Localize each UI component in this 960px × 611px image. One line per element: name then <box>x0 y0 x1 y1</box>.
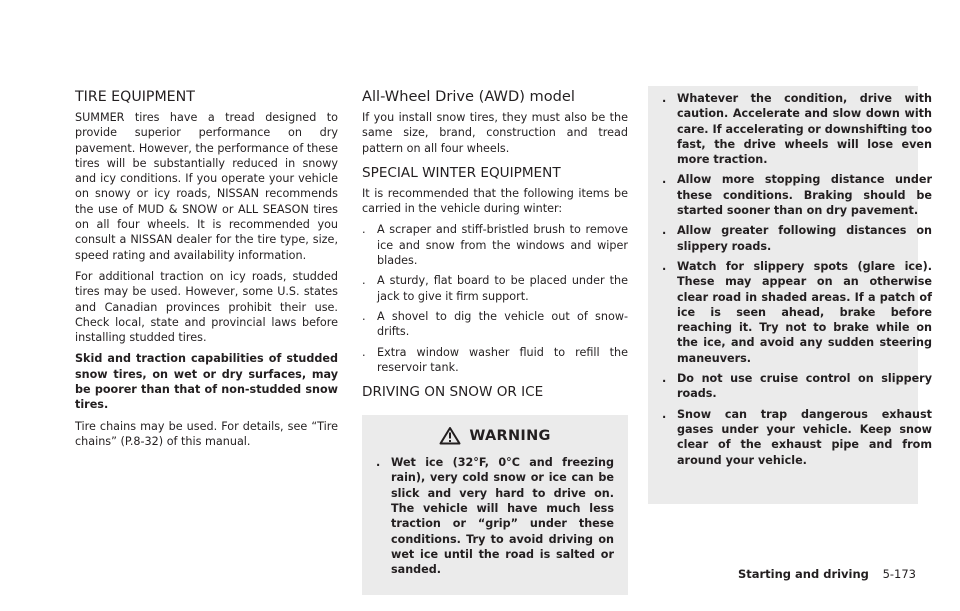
bullet: . <box>662 407 667 421</box>
paragraph-tire-chains: Tire chains may be used. For details, see “Tire chains” (P.8-32) of this manual. <box>75 419 338 448</box>
bullet: . <box>662 259 667 273</box>
list-item: . A sturdy, flat board to be placed under the jack to give it firm support. <box>362 274 628 303</box>
bullet: . <box>376 456 381 470</box>
list-item: . A scraper and stiff-bristled brush to remove ice and snow from the windows and wiper blades. <box>362 223 628 268</box>
winter-items-list <box>362 222 628 375</box>
bullet: . <box>362 345 366 359</box>
list-item: . Do not use cruise control on slippery roads. <box>662 372 932 401</box>
paragraph-skid-traction: Skid and traction capabilities of studded snow tires, on wet or dry surfaces, may be poorer than that of non-studded snow tires. <box>75 352 338 412</box>
driving-tips-list <box>662 91 932 468</box>
heading-special-winter-equipment: SPECIAL WINTER EQUIPMENT <box>362 164 561 181</box>
bullet: . <box>662 173 667 187</box>
warning-header <box>376 425 614 445</box>
column-tire-equipment <box>75 88 338 455</box>
column-awd-winter <box>362 88 628 595</box>
list-item: . Wet ice (32°F, 0°C and freezing rain), very cold snow or ice can be slick and very hard to drive on. The vehicle will have much less traction or “grip” under these conditions. Try to avoid driving on wet ice until the road is salted or sanded. <box>376 456 614 577</box>
list-item: . Extra window washer fluid to refill the reservoir tank. <box>362 345 628 374</box>
footer-section-title: Starting and driving <box>737 567 869 581</box>
bullet: . <box>362 223 366 237</box>
page-number: 5-173 <box>882 567 916 581</box>
heading-driving-snow-ice: DRIVING ON SNOW OR ICE <box>362 384 544 401</box>
page-footer <box>738 567 916 581</box>
paragraph-awd-snow-tires: If you install snow tires, they must also be the same size, brand, construction and tread pattern on all four wheels. <box>362 111 628 155</box>
list-item: . Allow greater following distances on slippery roads. <box>662 224 932 253</box>
bullet: . <box>662 224 667 238</box>
bullet: . <box>362 274 366 288</box>
warning-list <box>376 455 614 577</box>
warning-box <box>362 415 628 594</box>
list-item: . Watch for slippery spots (glare ice). These may appear on an otherwise clear road in shaded areas. If a patch of ice is seen ahead, brake before reaching it. Try not to brake while on the ice, and avoid any sudden steering maneuvers. <box>662 259 932 365</box>
column-driving-tips <box>662 91 932 473</box>
heading-tire-equipment: TIRE EQUIPMENT <box>75 89 195 105</box>
warning-title: WARNING <box>469 427 551 444</box>
bullet: . <box>662 372 667 386</box>
list-item: . A shovel to dig the vehicle out of snow-drifts. <box>362 309 628 339</box>
paragraph-studded-tires: For additional traction on icy roads, studded tires may be used. However, some U.S. states and Canadian provinces prohibit their use. Check local, state and provincial laws before installing studded tires. <box>75 269 338 345</box>
list-item: . Whatever the condition, drive with caution. Accelerate and slow down with care. If accelerating or downshifting too fast, the drive wheels will lose even more traction. <box>662 92 932 167</box>
list-item: . Allow more stopping distance under these conditions. Braking should be started sooner than on dry pavement. <box>662 173 932 218</box>
warning-triangle-icon <box>439 426 461 445</box>
heading-awd-model: All-Wheel Drive (AWD) model <box>362 88 575 105</box>
bullet: . <box>662 92 667 105</box>
list-item: . Snow can trap dangerous exhaust gases under your vehicle. Keep snow clear of the exhaust pipe and from around your vehicle. <box>662 407 932 467</box>
paragraph-summer-tires: SUMMER tires have a tread designed to provide superior performance on dry pavement. However, the performance of these tires will be substantially reduced in snowy and icy conditions. If you operate your vehicle on snowy or icy roads, NISSAN recommends the use of MUD & SNOW or ALL SEASON tires on all four wheels. It is recommended you consult a NISSAN dealer for the tire type, size, speed rating and availability information. <box>75 111 338 262</box>
paragraph-winter-items-intro: It is recommended that the following items be carried in the vehicle during winter: <box>362 186 628 216</box>
bullet: . <box>362 309 366 323</box>
